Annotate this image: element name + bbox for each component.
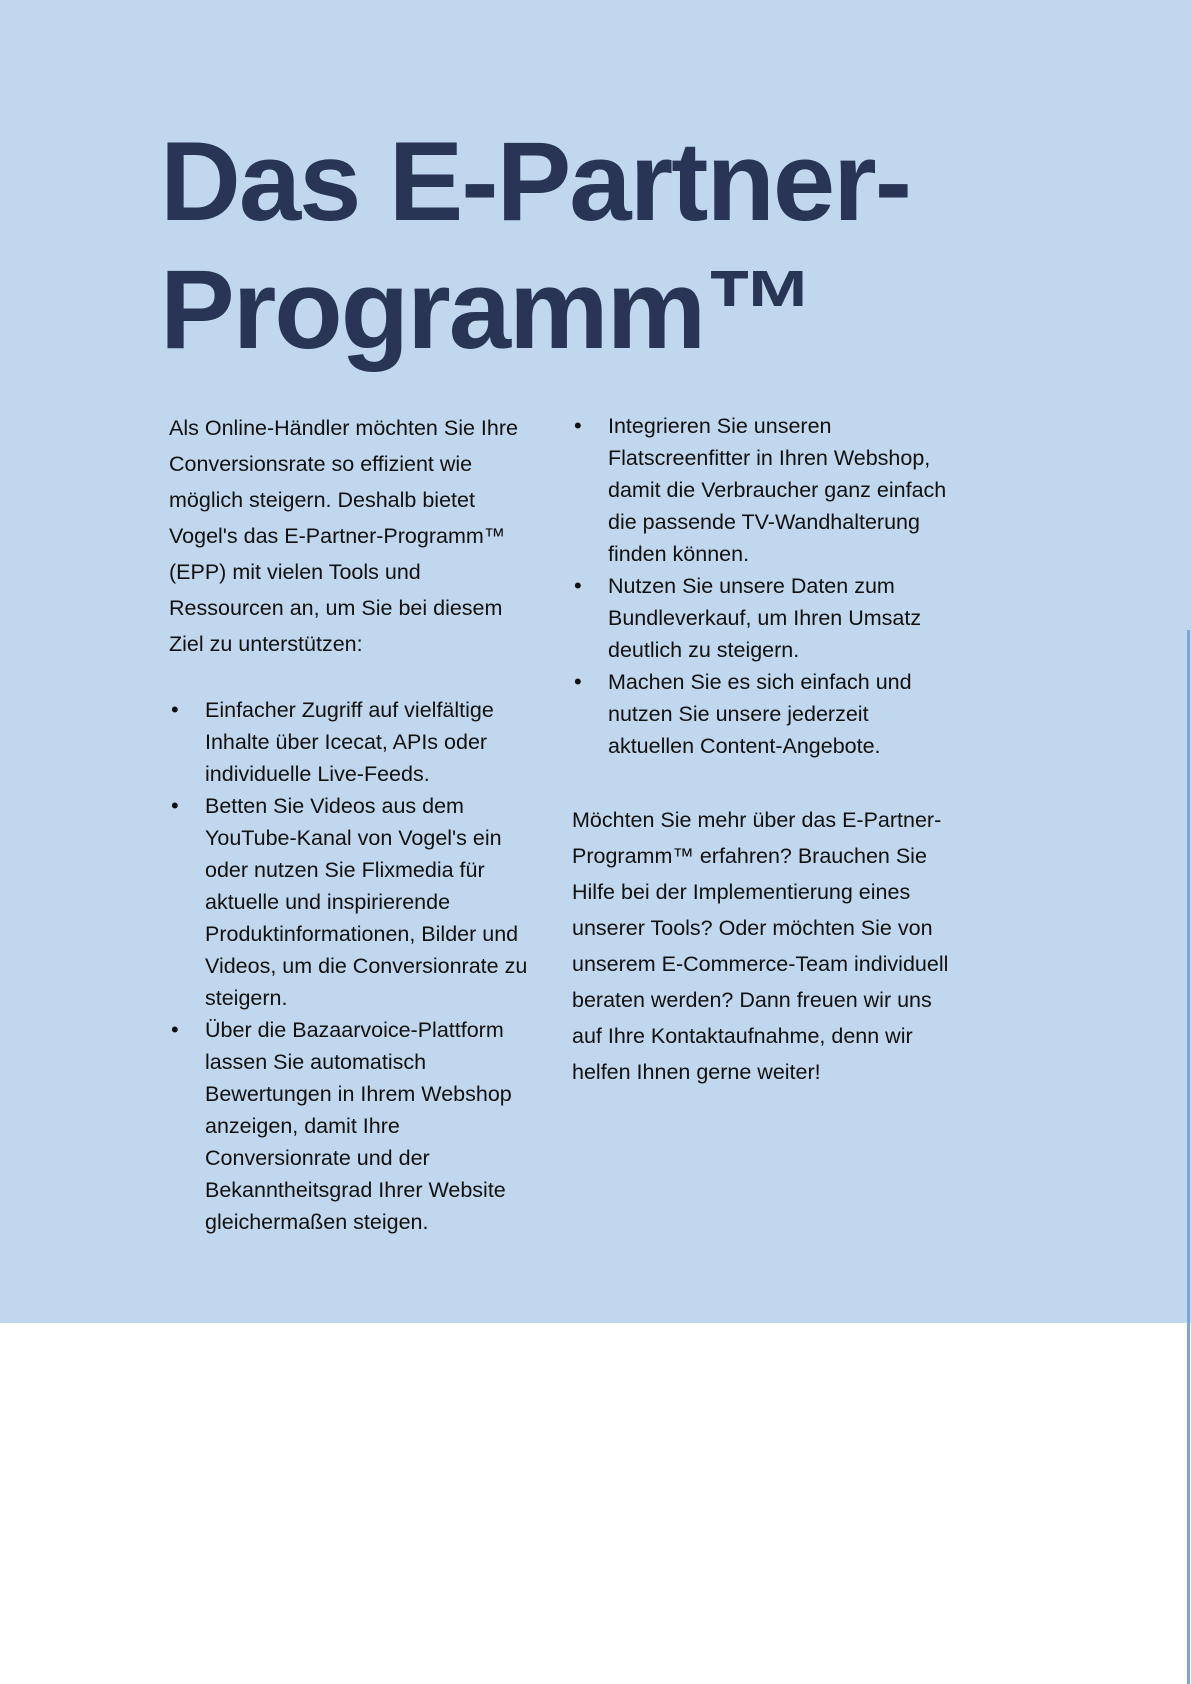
bullet-icon: • [171, 793, 179, 818]
left-bullet-list [169, 694, 539, 1238]
list-item-text: Betten Sie Videos aus dem YouTube-Kanal von Vogel's ein oder nutzen Sie Flixmedia für aktuelle und inspirierende Produktinformationen, Bilder und Videos, um die Conversionrate zu steigern. [205, 794, 528, 1010]
list-item-text: Machen Sie es sich einfach und nutzen Sie unsere jederzeit aktuellen Content-Angebote. [608, 670, 912, 758]
list-item [169, 1014, 539, 1238]
bullet-icon: • [171, 1017, 179, 1042]
list-item-text: Über die Bazaarvoice-Plattform lassen Sie automatisch Bewertungen in Ihrem Webshop anzeigen, damit Ihre Conversionrate und der Bekanntheitsgrad Ihrer Website gleichermaßen steigen. [205, 1018, 512, 1234]
bullet-icon: • [171, 697, 179, 722]
page-title-line-1: Das E-Partner- [160, 119, 911, 244]
bullet-icon: • [574, 413, 582, 438]
list-item [572, 410, 952, 570]
list-item [572, 666, 952, 762]
page-edge-divider [1187, 630, 1190, 1684]
list-item-text: Integrieren Sie unseren Flatscreenfitter in Ihren Webshop, damit die Verbraucher ganz einfach die passende TV-Wandhalterung finden können. [608, 414, 947, 566]
intro-paragraph: Als Online-Händler möchten Sie Ihre Conversionsrate so effizient wie möglich steigern. Deshalb bietet Vogel's das E-Partner-Programm™ (EPP) mit vielen Tools und Ressourcen an, um Sie bei diesem Ziel zu unterstützen: [169, 416, 518, 656]
page-title-line-2: Programm™ [160, 247, 815, 372]
right-column [572, 410, 952, 1090]
bullet-icon: • [574, 669, 582, 694]
list-item [169, 790, 539, 1014]
bullet-icon: • [574, 573, 582, 598]
right-bullet-list [572, 410, 952, 762]
list-item [572, 570, 952, 666]
list-item-text: Nutzen Sie unsere Daten zum Bundleverkauf, um Ihren Umsatz deutlich zu steigern. [608, 574, 922, 662]
page-title [160, 118, 910, 374]
contact-paragraph: Möchten Sie mehr über das E-Partner-Programm™ erfahren? Brauchen Sie Hilfe bei der Implementierung eines unserer Tools? Oder möchten Sie von unserem E-Commerce-Team individuell beraten werden? Dann freuen wir uns auf Ihre Kontaktaufnahme, denn wir helfen Ihnen gerne weiter! [572, 808, 949, 1084]
list-item-text: Einfacher Zugriff auf vielfältige Inhalte über Icecat, APIs oder individuelle Live-Feeds. [205, 698, 494, 786]
list-item [169, 694, 539, 790]
left-column [169, 410, 539, 1238]
